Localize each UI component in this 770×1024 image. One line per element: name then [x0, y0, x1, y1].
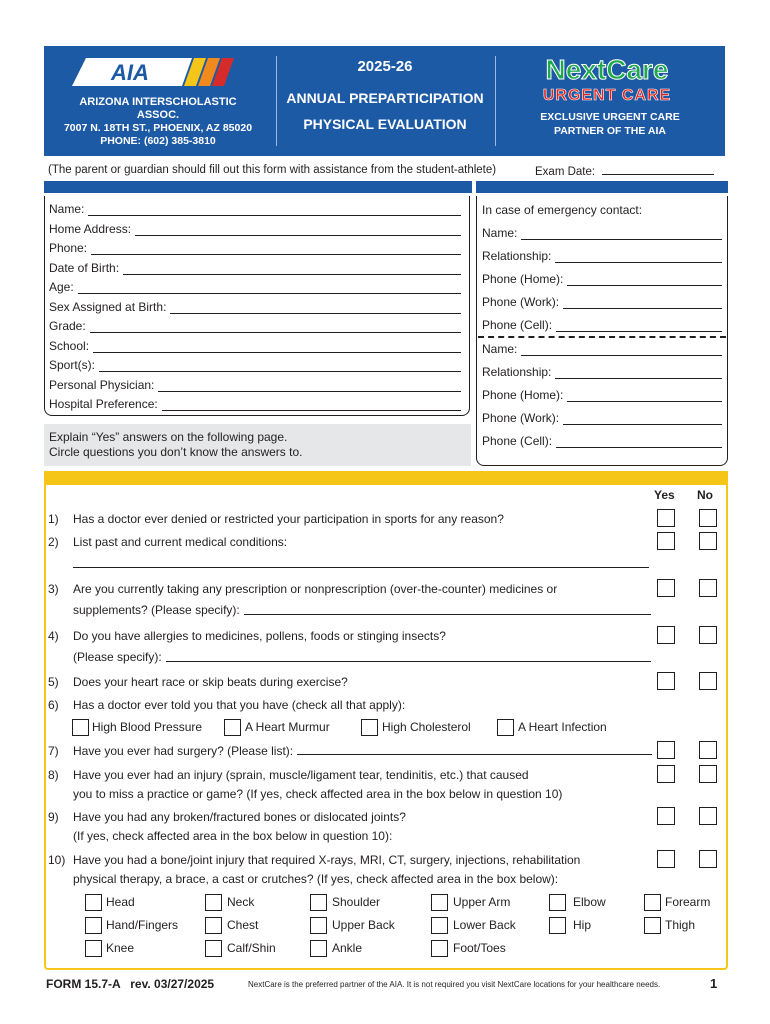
body-area-label: Head [106, 895, 135, 909]
emergency-header-bar [476, 181, 728, 193]
page-number: 1 [710, 976, 718, 991]
info-field-label: Personal Physician: [49, 377, 155, 392]
explain-line-1: Explain “Yes” answers on the following page. [49, 430, 288, 444]
emergency-field-row[interactable] [482, 411, 722, 425]
info-field-line[interactable] [158, 381, 461, 392]
emergency-field-label: Relationship: [482, 249, 552, 263]
aia-logo-text: AIA [111, 60, 149, 85]
info-field-line[interactable] [170, 303, 461, 314]
emergency-field-line[interactable] [563, 414, 722, 425]
question-number: 10) [48, 853, 66, 867]
body-area-label: Upper Back [332, 918, 395, 932]
option-label: High Blood Pressure [92, 720, 203, 734]
form-id: FORM 15.7-A rev. 03/27/2025 [46, 977, 215, 991]
question-10-yes-checkbox[interactable] [657, 850, 675, 868]
exam-date-field[interactable] [535, 164, 714, 178]
body-area-label: Calf/Shin [227, 941, 276, 955]
emergency-field-row[interactable] [482, 295, 722, 309]
question-2-no-checkbox[interactable] [699, 532, 717, 550]
body-area-label: Hip [573, 918, 592, 932]
question-3-answer-line[interactable] [244, 603, 651, 615]
info-field-line[interactable] [123, 264, 461, 275]
question-4-continued [73, 650, 651, 664]
body-area-checkbox[interactable] [549, 894, 566, 911]
question-2 [48, 532, 287, 552]
form-title-line-2: PHYSICAL EVALUATION [303, 116, 467, 132]
info-field-label: Home Address: [49, 221, 132, 236]
footer-note: NextCare is the preferred partner of the AIA. It is not required you visit NextCare locations for your healthcare needs. [248, 980, 661, 989]
question-4-answer-line[interactable] [166, 650, 651, 662]
question-text: Does your heart race or skip beats during exercise? [73, 675, 348, 689]
question-number: 6) [48, 698, 59, 712]
info-field-label: Hospital Preference: [49, 397, 158, 411]
info-field-label: Phone: [49, 241, 88, 255]
emergency-field-line[interactable] [567, 391, 722, 402]
question-2-yes-checkbox[interactable] [657, 532, 675, 550]
form-title-line-1: ANNUAL PREPARTICIPATION [286, 90, 484, 106]
nextcare-logo [512, 52, 702, 106]
no-column-header: No [697, 488, 713, 502]
body-area-checkbox[interactable] [310, 940, 327, 957]
emergency-field-row[interactable] [482, 272, 722, 286]
body-area-checkbox[interactable] [431, 917, 448, 934]
aia-logo [72, 58, 242, 86]
info-field-row[interactable] [49, 319, 461, 333]
question-text: Has a doctor ever denied or restricted your participation in sports for any reason? [73, 512, 504, 526]
info-field-line[interactable] [78, 283, 461, 294]
question-1-yes-checkbox[interactable] [657, 509, 675, 527]
emergency-separator [478, 336, 726, 338]
body-area-checkbox[interactable] [205, 940, 222, 957]
info-field-line[interactable] [91, 244, 461, 255]
question-10-continued: physical therapy, a brace, a cast or crutches? (If yes, check affected area in the box below): [73, 872, 559, 886]
question-3-no-checkbox[interactable] [699, 579, 717, 597]
question-text: Have you ever had surgery? (Please list): [73, 744, 294, 758]
body-area-checkbox[interactable] [431, 940, 448, 957]
body-area-label: Thigh [665, 918, 696, 932]
heart-infection-checkbox[interactable] [497, 719, 514, 736]
question-8 [48, 765, 529, 785]
option-label: High Cholesterol [382, 720, 471, 734]
info-field-row[interactable] [49, 202, 461, 216]
emergency-field-line[interactable] [567, 275, 722, 286]
question-4-no-checkbox[interactable] [699, 626, 717, 644]
option-label: A Heart Infection [518, 720, 607, 734]
high-blood-pressure-checkbox[interactable] [72, 719, 89, 736]
body-area-label: Ankle [332, 941, 363, 955]
info-field-row[interactable] [49, 241, 461, 255]
emergency-field-line[interactable] [556, 437, 722, 448]
org-name: ARIZONA INTERSCHOLASTIC ASSOC. [79, 96, 237, 121]
info-field-line[interactable] [99, 361, 461, 372]
question-9 [48, 807, 406, 827]
question-4-yes-checkbox[interactable] [657, 626, 675, 644]
info-field-row[interactable] [49, 222, 461, 236]
question-10 [48, 850, 580, 870]
question-text: Do you have allergies to medicines, pollens, foods or stinging insects? [73, 629, 446, 643]
emergency-field-line[interactable] [521, 229, 722, 240]
explain-line-2: Circle questions you don’t know the answers to. [49, 445, 303, 459]
question-9-yes-checkbox[interactable] [657, 807, 675, 825]
body-area-label: Chest [227, 918, 259, 932]
emergency-field-label: Name: [482, 342, 518, 356]
option-label: A Heart Murmur [245, 720, 330, 734]
body-area-label: Lower Back [453, 918, 516, 932]
header-divider [495, 56, 496, 146]
question-5 [48, 672, 348, 692]
emergency-field-row[interactable] [482, 434, 722, 448]
question-number: 9) [48, 810, 59, 824]
question-8-continued: you to miss a practice or game? (If yes, check affected area in the box below in question 10) [73, 787, 563, 801]
partner-line-2: PARTNER OF THE AIA [554, 125, 666, 137]
info-field-label: Grade: [49, 319, 86, 333]
question-7 [48, 741, 652, 761]
question-2-answer-line[interactable] [73, 567, 649, 568]
info-field-line[interactable] [93, 342, 461, 353]
emergency-field-row[interactable] [482, 342, 722, 356]
body-area-label: Elbow [573, 895, 606, 909]
emergency-field-row[interactable] [482, 365, 722, 379]
question-text: Have you had any broken/fractured bones or dislocated joints? [73, 810, 406, 824]
body-area-checkbox[interactable] [205, 917, 222, 934]
body-area-checkbox[interactable] [644, 917, 661, 934]
question-6 [48, 695, 405, 715]
body-area-label: Hand/Fingers [106, 918, 179, 932]
info-field-label: Sex Assigned at Birth: [49, 299, 167, 314]
exam-date-line[interactable] [602, 164, 714, 175]
body-area-label: Foot/Toes [453, 941, 506, 955]
partner-line-1: EXCLUSIVE URGENT CARE [540, 111, 680, 123]
question-10-no-checkbox[interactable] [699, 850, 717, 868]
question-5-no-checkbox[interactable] [699, 672, 717, 690]
question-7-yes-checkbox[interactable] [657, 741, 675, 759]
body-area-label: Knee [106, 941, 135, 955]
info-field-row[interactable] [49, 358, 461, 372]
emergency-field-row[interactable] [482, 249, 722, 263]
question-number: 3) [48, 582, 59, 596]
emergency-field-line[interactable] [555, 252, 722, 263]
emergency-field-row[interactable] [482, 318, 722, 332]
body-area-checkbox[interactable] [85, 940, 102, 957]
partner-text [500, 110, 720, 138]
info-field-label: Age: [49, 280, 74, 294]
body-area-checkbox[interactable] [85, 917, 102, 934]
question-text: List past and current medical conditions: [73, 535, 288, 549]
question-text: Are you currently taking any prescription or nonprescription (over-the-counter) medicines or [73, 582, 558, 596]
info-field-label: Sport(s): [49, 358, 96, 372]
emergency-field-label: Name: [482, 226, 518, 240]
form-title [282, 56, 488, 137]
info-header-bar [44, 181, 472, 193]
intro-note: (The parent or guardian should fill out this form with assistance from the student-athlete) [48, 164, 497, 176]
explain-note [44, 424, 471, 466]
question-text: Have you ever had an injury (sprain, muscle/ligament tear, tendinitis, etc.) that caused [73, 768, 529, 782]
info-field-row[interactable] [49, 397, 461, 411]
body-area-checkbox[interactable] [431, 894, 448, 911]
body-area-checkbox[interactable] [644, 894, 661, 911]
question-1-no-checkbox[interactable] [699, 509, 717, 527]
question-8-yes-checkbox[interactable] [657, 765, 675, 783]
info-field-line[interactable] [88, 205, 461, 216]
question-number: 5) [48, 675, 59, 689]
question-text: Have you had a bone/joint injury that required X-rays, MRI, CT, surgery, injections, rehabilitation [73, 853, 581, 867]
question-number: 4) [48, 629, 59, 643]
info-field-row[interactable] [49, 300, 461, 314]
info-field-row[interactable] [49, 339, 461, 353]
info-field-row[interactable] [49, 378, 461, 392]
emergency-field-label: Relationship: [482, 365, 552, 379]
emergency-field-row[interactable] [482, 226, 722, 240]
info-field-label: School: [49, 338, 90, 353]
question-number: 8) [48, 768, 59, 782]
question-text: Has a doctor ever told you that you have (check all that apply): [73, 698, 406, 712]
body-area-checkbox[interactable] [85, 894, 102, 911]
question-7-no-checkbox[interactable] [699, 741, 717, 759]
emergency-field-label: Phone (Cell): [482, 434, 553, 448]
question-number: 7) [48, 744, 59, 758]
question-9-continued: (If yes, check affected area in the box below in question 10): [73, 829, 393, 843]
emergency-field-label: Phone (Work): [482, 411, 560, 425]
header-divider [276, 56, 277, 146]
emergency-field-row[interactable] [482, 388, 722, 402]
high-cholesterol-checkbox[interactable] [361, 719, 378, 736]
info-field-line[interactable] [90, 322, 461, 333]
body-area-checkbox[interactable] [310, 894, 327, 911]
exam-date-label: Exam Date: [535, 166, 596, 178]
question-number: 2) [48, 535, 59, 549]
emergency-field-line[interactable] [521, 345, 722, 356]
nextcare-logo-top: NextCare [545, 54, 669, 85]
emergency-field-label: Phone (Work): [482, 295, 560, 309]
org-phone: PHONE: (602) 385-3810 [100, 135, 216, 147]
body-area-label: Upper Arm [453, 895, 511, 909]
yes-column-header: Yes [654, 488, 675, 502]
question-text-cont: (Please specify): [73, 650, 162, 664]
form-year: 2025-26 [357, 58, 413, 75]
org-address: 7007 N. 18TH ST., PHOENIX, AZ 85020 [63, 122, 253, 134]
aia-address-block [58, 96, 258, 148]
question-5-yes-checkbox[interactable] [657, 672, 675, 690]
question-3-yes-checkbox[interactable] [657, 579, 675, 597]
emergency-field-line[interactable] [555, 368, 722, 379]
body-area-label: Shoulder [332, 895, 381, 909]
question-3-continued [73, 603, 651, 617]
question-number: 1) [48, 512, 59, 526]
info-field-line[interactable] [135, 225, 461, 236]
nextcare-logo-bottom: URGENT CARE [542, 87, 672, 104]
emergency-field-line[interactable] [556, 321, 722, 332]
info-field-label: Date of Birth: [49, 260, 120, 275]
info-field-line[interactable] [162, 400, 461, 411]
emergency-field-label: Phone (Cell): [482, 318, 553, 332]
heart-murmur-checkbox[interactable] [224, 719, 241, 736]
body-area-label: Forearm [665, 895, 711, 909]
body-area-checkbox[interactable] [549, 917, 566, 934]
info-field-row[interactable] [49, 261, 461, 275]
question-8-no-checkbox[interactable] [699, 765, 717, 783]
emergency-field-line[interactable] [563, 298, 722, 309]
body-area-label: Neck [227, 895, 255, 909]
question-1 [48, 509, 504, 529]
question-3 [48, 579, 557, 599]
question-4 [48, 626, 446, 646]
emergency-title: In case of emergency contact: [482, 203, 643, 217]
body-area-checkbox[interactable] [205, 894, 222, 911]
info-field-row[interactable] [49, 280, 461, 294]
emergency-field-label: Phone (Home): [482, 388, 564, 402]
question-text-cont: supplements? (Please specify): [73, 603, 240, 617]
question-7-answer-line[interactable] [297, 741, 652, 755]
info-field-label: Name: [49, 202, 85, 216]
emergency-field-label: Phone (Home): [482, 272, 564, 286]
body-area-checkbox[interactable] [310, 917, 327, 934]
question-9-no-checkbox[interactable] [699, 807, 717, 825]
